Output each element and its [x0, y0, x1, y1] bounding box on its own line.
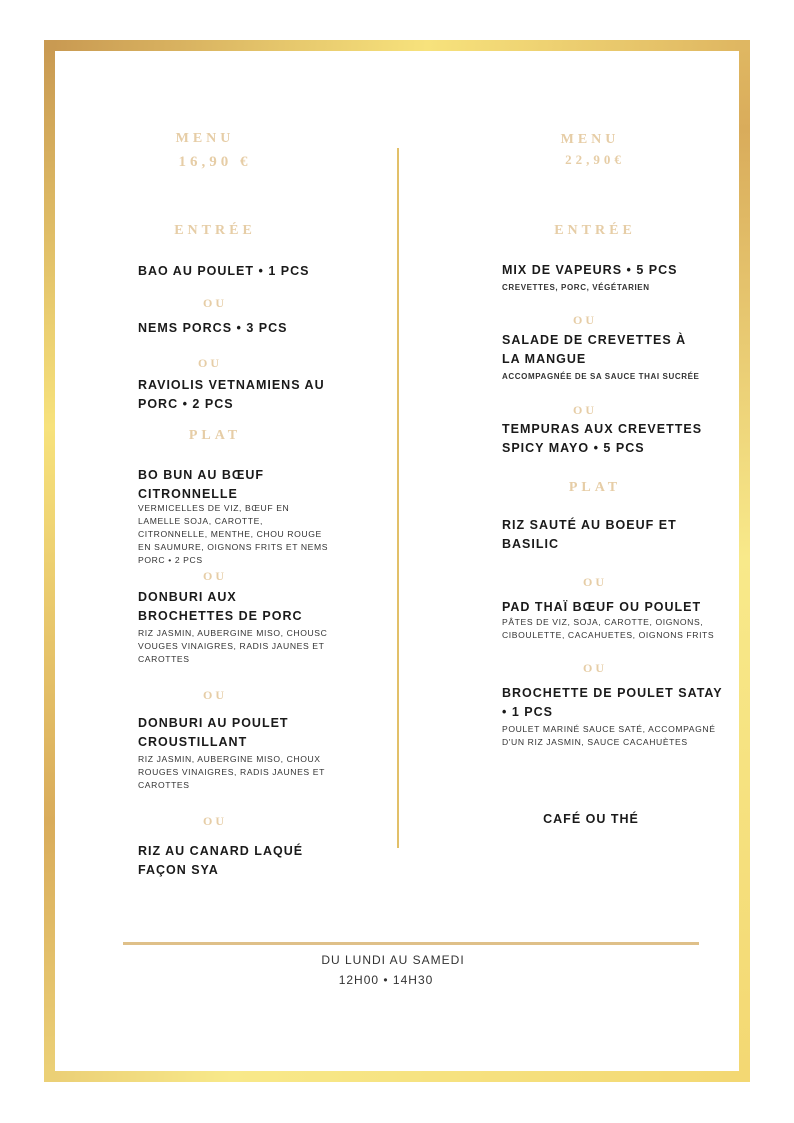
menu-right-label: MENU — [560, 132, 620, 147]
menu-left-price: 16,90 € — [178, 154, 252, 170]
footer-divider — [123, 942, 699, 945]
left-entree-2: NEMS PORCS • 3 PCS — [138, 321, 288, 335]
ou-divider: OU — [198, 356, 222, 370]
column-divider — [397, 148, 399, 848]
left-plat-title: PLAT — [188, 428, 242, 443]
ou-divider: OU — [583, 575, 607, 589]
left-plat-4-name: RIZ AU CANARD LAQUÉ FAÇON SYA — [138, 844, 304, 877]
right-plat-title: PLAT — [568, 480, 622, 495]
left-entree-3: RAVIOLIS VETNAMIENS AU PORC • 2 PCS — [138, 378, 325, 411]
footer-hours: 12H00 • 14H30 — [338, 973, 434, 987]
right-plat-2-desc: PÂTES DE VIZ, SOJA, CAROTTE, OIGNONS, CIBOULETTE, CACAHUETES, OIGNONS FRITS — [502, 617, 715, 640]
right-entree-title: ENTRÉE — [554, 223, 636, 238]
left-plat-3-name: DONBURI AU POULET CROUSTILLANT — [138, 716, 289, 749]
ou-divider: OU — [203, 296, 227, 310]
left-plat-2-desc: RIZ JASMIN, AUBERGINE MISO, CHOUSC VOUGES VINAIGRES, RADIS JAUNES ET CAROTTES — [138, 628, 328, 664]
right-plat-3-desc: POULET MARINÉ SAUCE SATÉ, ACCOMPAGNÉ D'UN RIZ JASMIN, SAUCE CACAHUÈTES — [502, 724, 716, 747]
left-plat-1-desc: VERMICELLES DE VIZ, BŒUF EN LAMELLE SOJA, CAROTTE, CITRONNELLE, MENTHE, CHOU ROUGE EN SAUMURE, OIGNONS FRITS ET NEMS PORC • 2 PCS — [138, 503, 329, 565]
left-entree-1: BAO AU POULET • 1 PCS — [138, 264, 310, 278]
right-entree-1-desc: CREVETTES, PORC, VÉGÉTARIEN — [502, 283, 650, 292]
dessert-item: CAFÉ OU THÉ — [543, 812, 639, 826]
right-entree-2-desc: ACCOMPAGNÉE DE SA SAUCE THAI SUCRÉE — [502, 372, 700, 381]
left-plat-3-desc: RIZ JASMIN, AUBERGINE MISO, CHOUX ROUGES VINAIGRES, RADIS JAUNES ET CAROTTES — [138, 754, 325, 790]
ou-divider: OU — [203, 814, 227, 828]
right-entree-2-name: SALADE DE CREVETTES À LA MANGUE — [502, 333, 687, 366]
right-entree-3-name: TEMPURAS AUX CREVETTES SPICY MAYO • 5 PCS — [502, 422, 703, 455]
right-plat-1-name: RIZ SAUTÉ AU BOEUF ET BASILIC — [502, 518, 677, 551]
menu-right-price: 22,90€ — [565, 152, 625, 167]
ou-divider: OU — [203, 569, 227, 583]
left-entree-title: ENTRÉE — [174, 223, 256, 238]
ou-divider: OU — [573, 403, 597, 417]
ou-divider: OU — [573, 313, 597, 327]
right-plat-2-name: PAD THAÏ BŒUF OU POULET — [502, 600, 702, 614]
menu-left-label: MENU — [175, 131, 235, 146]
left-plat-1-name: BO BUN AU BŒUF CITRONNELLE — [138, 468, 265, 501]
footer-days: DU LUNDI AU SAMEDI — [321, 953, 465, 967]
ou-divider: OU — [583, 661, 607, 675]
right-entree-1-name: MIX DE VAPEURS • 5 PCS — [502, 263, 678, 277]
right-plat-3-name: BROCHETTE DE POULET SATAY • 1 PCS — [502, 686, 723, 719]
left-plat-2-name: DONBURI AUX BROCHETTES DE PORC — [138, 590, 303, 623]
ou-divider: OU — [203, 688, 227, 702]
